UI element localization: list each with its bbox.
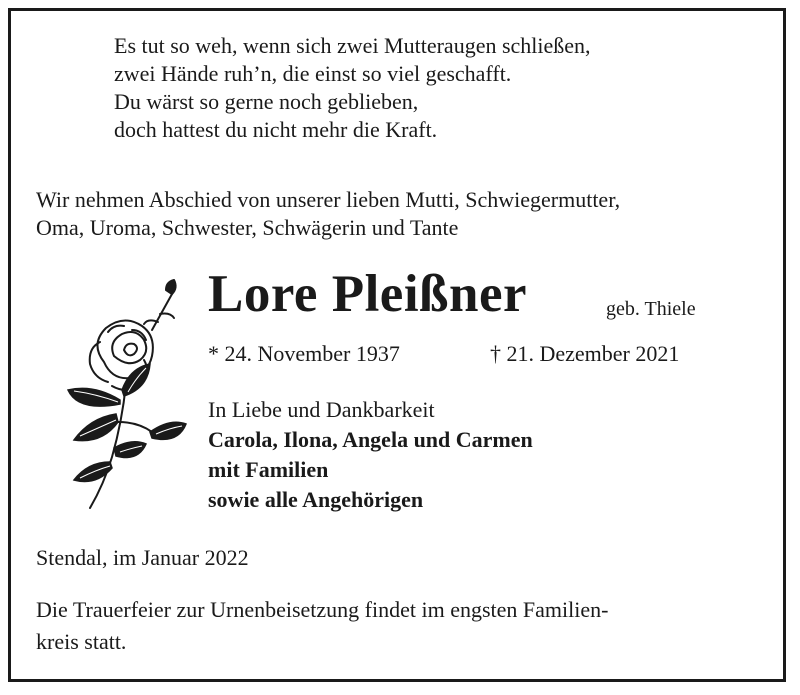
service-notice: [36, 596, 608, 660]
mourners-block: [208, 396, 533, 516]
poem-line: zwei Hände ruh’n, die einst so viel geschafft.: [114, 61, 512, 86]
intro-line: Oma, Uroma, Schwester, Schwägerin und Tante: [36, 215, 459, 240]
poem-line: doch hattest du nicht mehr die Kraft.: [114, 117, 438, 142]
birth-date: * 24. November 1937: [208, 341, 400, 366]
deceased-name: Lore Pleißner: [208, 265, 528, 323]
farewell-intro: [36, 186, 620, 242]
mourners-names: Carola, Ilona, Angela und Carmen: [208, 427, 533, 452]
intro-line: Wir nehmen Abschied von unserer lieben Mutti, Schwiegermutter,: [36, 187, 621, 212]
poem-line: Du wärst so gerne noch geblieben,: [114, 89, 419, 114]
mourners-families: mit Familien: [208, 457, 329, 482]
service-line: Die Trauerfeier zur Urnenbeisetzung findet im engsten Familien-: [36, 597, 609, 622]
mourners-relatives: sowie alle Angehörigen: [208, 487, 424, 512]
poem: [114, 32, 591, 144]
service-line: kreis statt.: [36, 629, 127, 654]
maiden-name: geb. Thiele: [606, 298, 696, 320]
place-date: Stendal, im Januar 2022: [36, 545, 249, 570]
mourners-intro: In Liebe und Dankbarkeit: [208, 397, 435, 422]
death-date: † 21. Dezember 2021: [490, 341, 680, 366]
rose-icon: [34, 272, 194, 512]
poem-line: Es tut so weh, wenn sich zwei Mutteraugen schließen,: [114, 33, 591, 58]
